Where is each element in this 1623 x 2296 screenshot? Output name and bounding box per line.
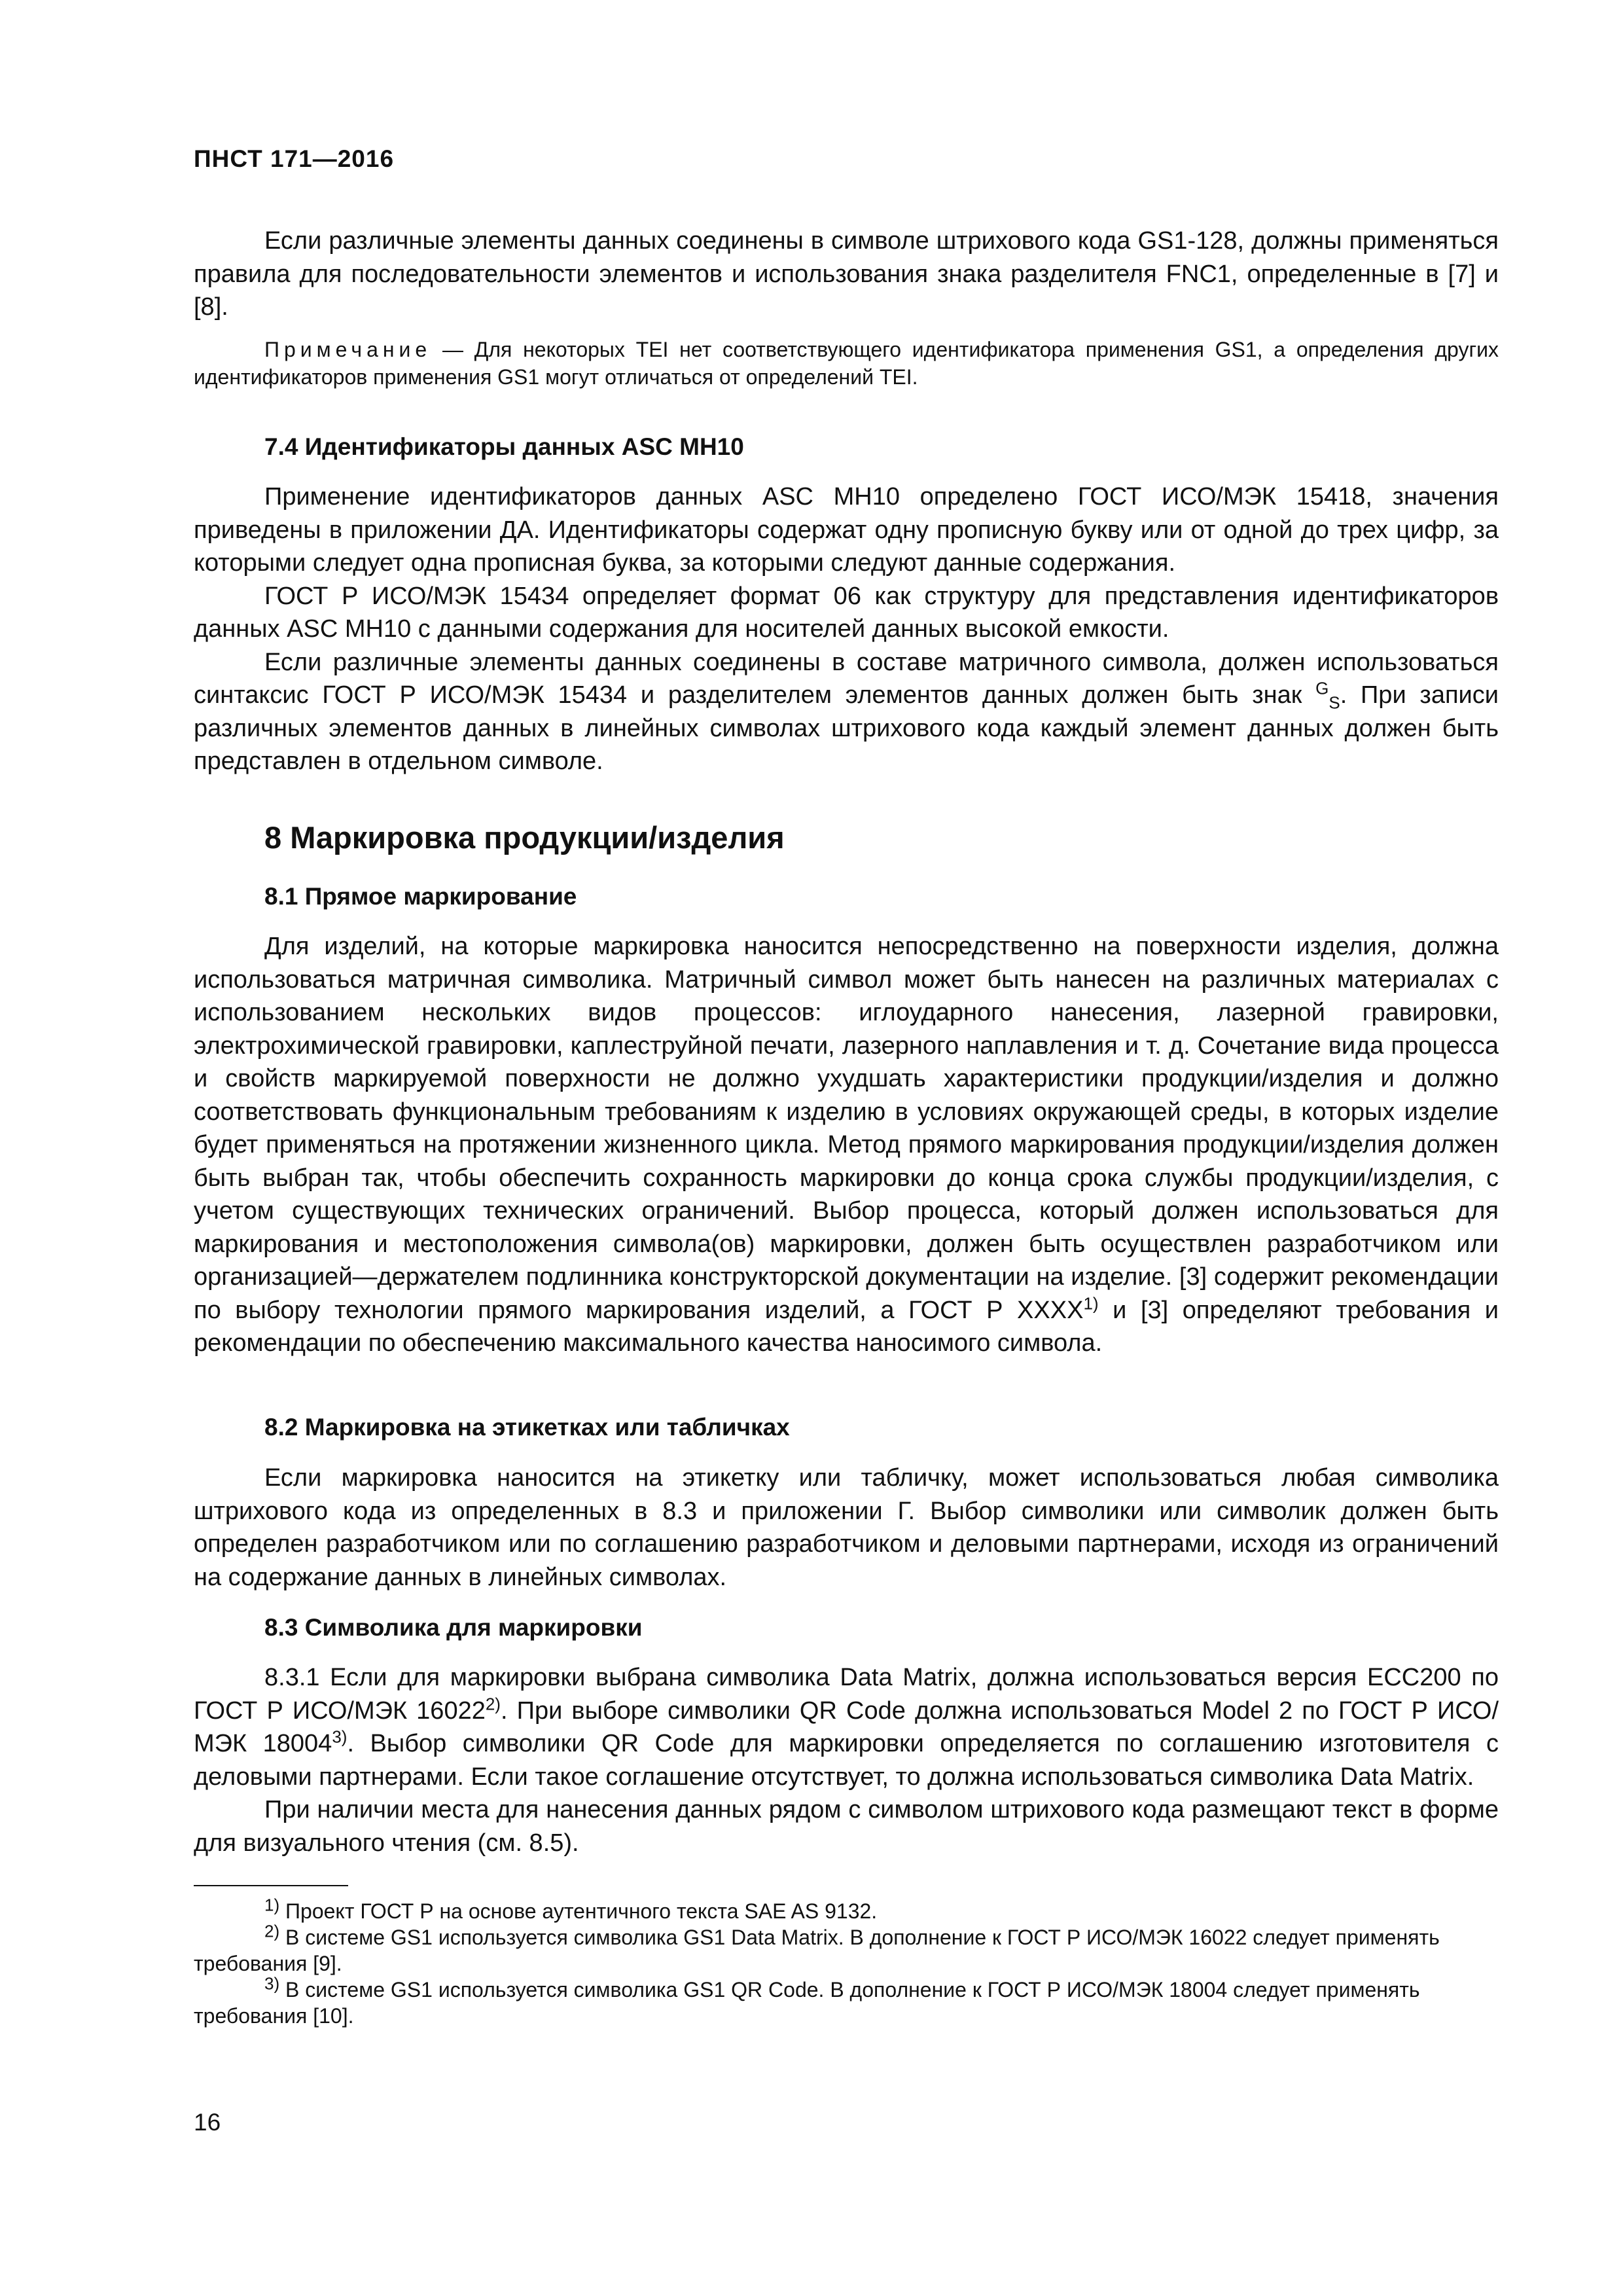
footnote-ref-3: 3) (332, 1727, 348, 1747)
note-label: Примечание (264, 338, 432, 361)
footnote-text: Проект ГОСТ Р на основе аутентичного текста SAE AS 9132. (279, 1899, 878, 1923)
section-7-4-paragraph-2: ГОСТ Р ИСО/МЭК 15434 определяет формат 06 как структуру для представления идентификаторов данных ASC MH10 с данными содержания для носителей данных высокой емкости. (194, 582, 1499, 643)
section-8-3-paragraph-1 (194, 1661, 1499, 1793)
footnote-1 (194, 1895, 1499, 1924)
text-run: . При выборе символики QR Code должна использоваться Model 2 по ГОСТ Р ИСО/МЭК 18004 (194, 1696, 1499, 1757)
gs-symbol-s: S (1329, 692, 1340, 713)
page-number: 16 (194, 2109, 221, 2136)
footnote-mark: 3) (264, 1973, 280, 1994)
text-run: Если различные элементы данных соединены в составе матричного символа, должен использоваться синтаксис ГОСТ Р ИСО/МЭК 15434 и разделителем элементов данных должен быть знак (194, 648, 1499, 709)
section-7-4-paragraph-1: Применение идентификаторов данных ASC MH10 определено ГОСТ ИСО/МЭК 15418, значения приведены в приложении ДА. Идентификаторы содержат одну прописную букву или от одной до трех цифр, за которыми следует одна прописная буква, за которыми следуют данные содержания. (194, 483, 1499, 577)
section-8-3-heading: 8.3 Символика для маркировки (264, 1614, 643, 1641)
footnote-2 (194, 1921, 1499, 1977)
footnote-separator (194, 1885, 348, 1886)
footnote-mark: 1) (264, 1895, 280, 1915)
footnote-text: В системе GS1 используется символика GS1 Data Matrix. В дополнение к ГОСТ Р ИСО/МЭК 16022 следует применять требования [9]. (194, 1926, 1440, 1975)
footnotes (194, 1895, 1499, 2029)
intro-paragraph: Если различные элементы данных соединены в символе штрихового кода GS1-128, должны применяться правила для последовательности элементов и использования знака разделителя FNC1, определенные в [7] и [8]. (194, 227, 1499, 321)
note-text: — Для некоторых TEI нет соответствующего идентификатора применения GS1, а определения других идентификаторов применения GS1 могут отличаться от определений TEI. (194, 338, 1499, 389)
section-7-4-paragraph-3 (194, 646, 1499, 778)
document-header: ПНСТ 171—2016 (194, 145, 395, 172)
section-8-1-heading: 8.1 Прямое маркирование (264, 883, 577, 910)
section-7-4-body (194, 480, 1499, 778)
note-paragraph (194, 336, 1499, 391)
text-run: Для изделий, на которые маркировка наносится непосредственно на поверхности изделия, должна использоваться матричная символика. Матричный символ может быть нанесен на различных материалах с использованием нескольких видов процессов: иглоударного нанесения, лазерной гравировки, электрохимической гравировки, каплеструйной печати, лазерного наплавления и т. д. Сочетание вида процесса и свойств маркируемой поверхности не должно ухудшать характеристики продукции/изделия и должно соответствовать функциональным требованиям к изделию в условиях окружающей среды, в которых изделие будет применяться на протяжении жизненного цикла. Метод прямого маркирования продукции/изделия должен быть выбран так, чтобы обеспечить сохранность маркировки до конца срока службы продукции/изделия, с учетом существующих технических ограничений. Выбор процесса, который должен использоваться для маркирования и местоположения символа(ов) маркировки, должен быть осуществлен разработчиком или организацией—держателем подлинника конструкторской документации на изделие. [3] содержит рекомендации по выбору технологии прямого маркирования изделий, а ГОСТ Р XXXX (194, 933, 1499, 1324)
footnote-text: В системе GS1 используется символика GS1 QR Code. В дополнение к ГОСТ Р ИСО/МЭК 18004 следует применять требования [10]. (194, 1978, 1420, 2028)
section-8-3-paragraph-2: При наличии места для нанесения данных рядом с символом штрихового кода размещают текст в форме для визуального чтения (см. 8.5). (194, 1796, 1499, 1857)
text-run: . При записи различных элементов данных в линейных символах штрихового кода каждый элемент данных должен быть представлен в отдельном символе. (194, 681, 1499, 775)
section-8-1-paragraph (194, 930, 1499, 1360)
text-run: . Выбор символики QR Code для маркировки определяется по соглашению изготовителя с деловыми партнерами. Если такое соглашение отсутствует, то должна использоваться символика Data Matrix. (194, 1730, 1499, 1791)
footnote-mark: 2) (264, 1921, 280, 1941)
gs-symbol-g: G (1315, 678, 1329, 698)
section-8-2-heading: 8.2 Маркировка на этикетках или табличках (264, 1414, 790, 1441)
footnote-3 (194, 1973, 1499, 2029)
section-8-title: 8 Маркировка продукции/изделия (264, 820, 785, 855)
section-7-4-heading: 7.4 Идентификаторы данных ASC MH10 (264, 433, 744, 460)
text-run: 8.3.1 Если для маркировки выбрана символика Data Matrix, должна использоваться версия ECC200 по ГОСТ Р ИСО/МЭК 16022 (194, 1664, 1499, 1725)
text-run: и [3] определяют требования и рекомендации по обеспечению максимального качества наносимого символа. (194, 1296, 1499, 1357)
section-8-2-paragraph: Если маркировка наносится на этикетку или табличку, может использоваться любая символика штрихового кода из определенных в 8.3 и приложении Г. Выбор символики или символик должен быть определен разработчиком или по соглашению разработчиком и деловыми партнерами, исходя из ограничений на содержание данных в линейных символах. (194, 1464, 1499, 1591)
section-8-3-body (194, 1661, 1499, 1859)
footnote-ref-2: 2) (485, 1693, 501, 1713)
footnote-ref-1: 1) (1083, 1293, 1099, 1313)
